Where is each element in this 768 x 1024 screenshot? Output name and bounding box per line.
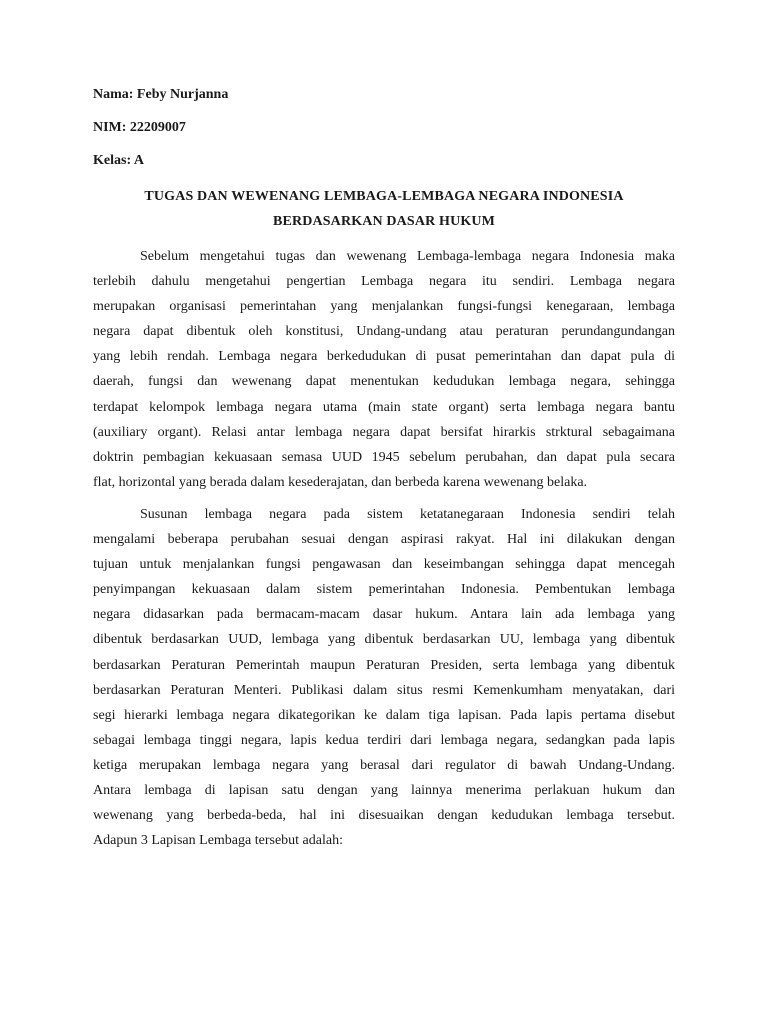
- paragraph-line: (auxiliary organt). Relasi antar lembaga negara dapat bersifat hirarkis strktural sebagaimana: [93, 424, 675, 440]
- paragraph-line: berdasarkan Peraturan Pemerintah maupun Peraturan Presiden, serta lembaga yang dibentuk: [93, 657, 675, 673]
- paragraph-line: wewenang yang berbeda-beda, hal ini disesuaikan dengan kedudukan lembaga tersebut.: [93, 808, 675, 824]
- paragraph-line: Adapun 3 Lapisan Lembaga tersebut adalah:: [93, 833, 343, 849]
- document-title: [93, 184, 675, 234]
- document-content: [93, 85, 675, 853]
- paragraph-line: terlebih dahulu mengetahui pengertian Lembaga negara itu sendiri. Lembaga negara: [93, 274, 675, 290]
- paragraph-line: merupakan organisasi pemerintahan yang menjalankan fungsi-fungsi kenegaraan, lembaga: [93, 299, 675, 315]
- paragraph-line: terdapat kelompok lembaga negara utama (main state organt) serta lembaga negara bantu: [93, 399, 675, 415]
- paragraph-line: berdasarkan Peraturan Menteri. Publikasi dalam situs resmi Kemenkumham menyatakan, dari: [93, 682, 675, 698]
- title-line-2: BERDASARKAN DASAR HUKUM: [272, 214, 495, 229]
- paragraph-line: Sebelum mengetahui tugas dan wewenang Lembaga-lembaga negara Indonesia maka: [140, 249, 675, 264]
- paragraph-line: negara didasarkan pada bermacam-macam dasar hukum. Antara lain ada lembaga yang: [93, 607, 675, 623]
- paragraph-line: yang lebih rendah. Lembaga negara berkedudukan di pusat pemerintahan dan dapat pula di: [93, 349, 675, 365]
- paragraph-line: doktrin pembagian kekuasaan semasa UUD 1945 sebelum perubahan, dan dapat pula secara: [93, 449, 675, 465]
- paragraph-line: tujuan untuk menjalankan fungsi pengawasan dan keseimbangan sehingga dapat mencegah: [93, 557, 675, 573]
- paragraph-line: ketiga merupakan lembaga negara yang berasal dari regulator di bawah Undang-Undang.: [93, 757, 675, 773]
- student-name: Nama: Feby Nurjanna: [93, 87, 229, 102]
- paragraph-line: negara dapat dibentuk oleh konstitusi, Undang-undang atau peraturan perundangundangan: [93, 324, 675, 340]
- paragraph-line: sebagai lembaga tinggi negara, lapis kedua terdiri dari lembaga negara, sedangkan pada lapis: [93, 732, 675, 748]
- paragraph-line: mengalami beberapa perubahan sesuai dengan aspirasi rakyat. Hal ini dilakukan dengan: [93, 532, 675, 548]
- paragraph-line: Antara lembaga di lapisan satu dengan yang lainnya menerima perlakuan hukum dan: [93, 782, 675, 798]
- student-class: Kelas: A: [93, 153, 144, 168]
- paragraph-line: Susunan lembaga negara pada sistem ketatanegaraan Indonesia sendiri telah: [140, 506, 675, 522]
- student-nim: NIM: 22209007: [93, 120, 186, 135]
- paragraph-line: dibentuk berdasarkan UUD, lembaga yang dibentuk berdasarkan UU, lembaga yang dibentuk: [93, 632, 675, 648]
- paragraph-line: penyimpangan kekuasaan dalam sistem pemerintahan Indonesia. Pembentukan lembaga: [93, 582, 675, 598]
- paragraph-line: segi hierarki lembaga negara dikategorikan ke dalam tiga lapisan. Pada lapis pertama disebut: [93, 707, 675, 723]
- paragraph-2: [93, 502, 675, 853]
- title-line-1: TUGAS DAN WEWENANG LEMBAGA-LEMBAGA NEGARA INDONESIA: [144, 189, 624, 204]
- paragraph-1: [93, 244, 675, 495]
- paragraph-line: flat, horizontal yang berada dalam kesederajatan, dan berbeda karena wewenang belaka.: [93, 474, 588, 490]
- paragraph-line: daerah, fungsi dan wewenang dapat menentukan kedudukan lembaga negara, sehingga: [93, 374, 675, 390]
